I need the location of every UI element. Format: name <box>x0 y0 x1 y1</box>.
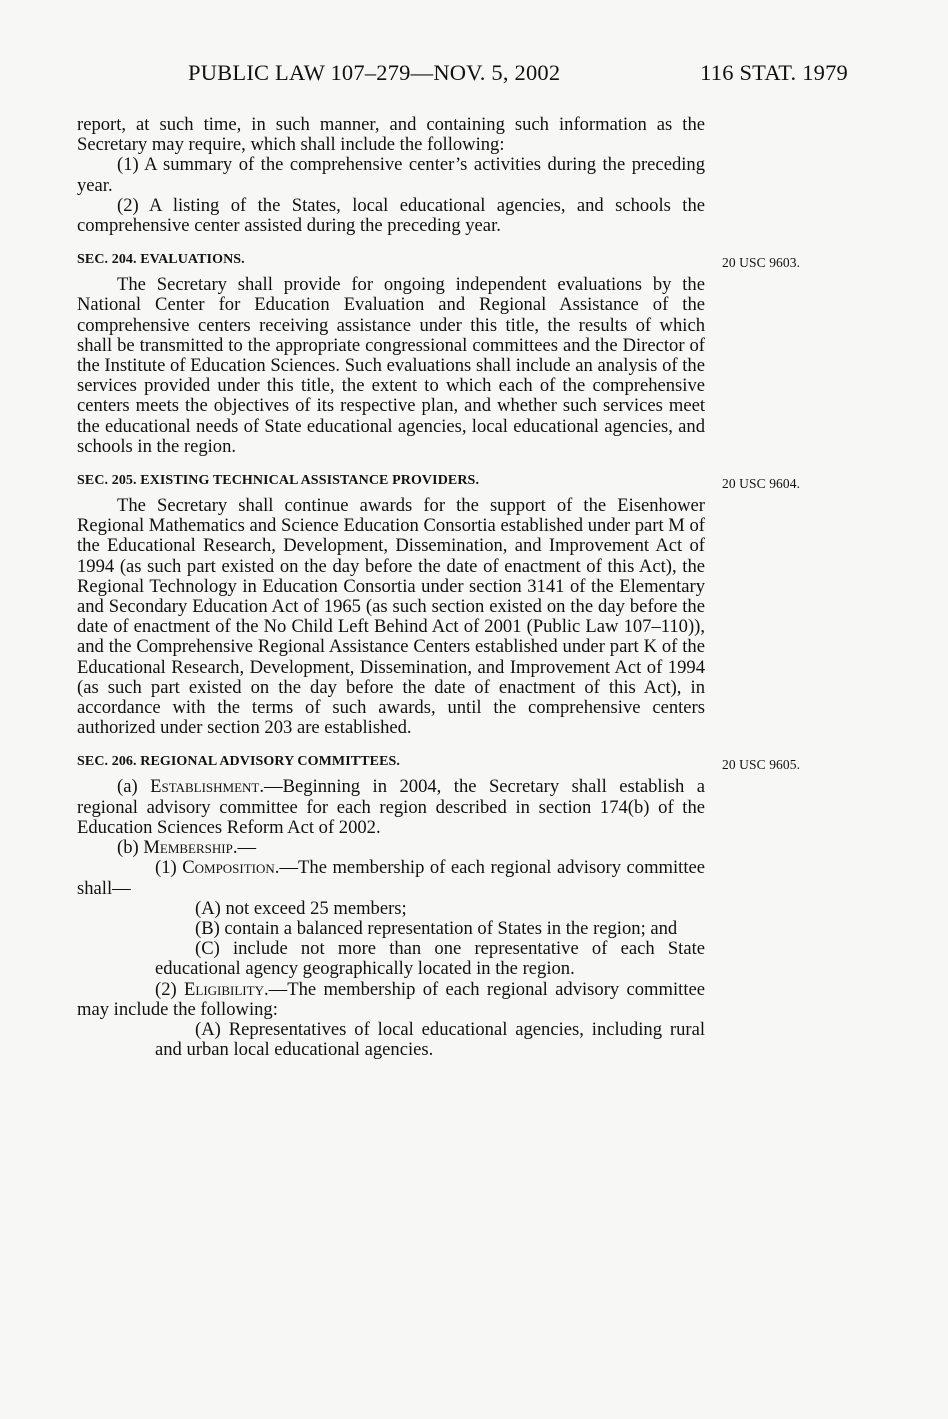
subsection-caption: Establishment <box>150 776 260 798</box>
clause-A2: (A) Representatives of local educational agencies, including rural and urban local educational agencies. <box>155 1018 705 1061</box>
subsection-b: (b) Membership.— <box>117 837 257 859</box>
clause-A: (A) not exceed 25 members; <box>195 897 407 919</box>
law-citation: PUBLIC LAW 107–279—NOV. 5, 2002 <box>188 60 561 85</box>
section-205-heading <box>77 471 801 492</box>
page-header <box>188 60 848 90</box>
section-206-heading <box>77 752 801 773</box>
paragraph-2: (2) Eligibility.—The membership of each regional advisory committee may include the following: <box>77 978 705 1020</box>
clause-B: (B) contain a balanced representation of States in the region; and <box>195 917 678 939</box>
statute-page: 116 STAT. 1979 <box>700 60 848 85</box>
report-item-1: (1) A summary of the comprehensive center’s activities during the preceding year. <box>77 154 705 196</box>
section-title: SEC. 205. EXISTING TECHNICAL ASSISTANCE PROVIDERS. <box>77 473 480 489</box>
section-204-text: The Secretary shall provide for ongoing independent evaluations by the National Center for Education Evaluation and Regional Assistance of the comprehensive centers receiving assistance under this title, the results of which shall be transmitted to the appropriate congressional committees and the Director of the Institute of Education Sciences. Such evaluations shall include an analysis of the services provided under this title, the extent to which each of the comprehensive centers meets the objectives of its respective plan, and whether such services meet the educational needs of State educational agencies, local educational agencies, and schools in the region. <box>77 274 705 457</box>
margin-note: 20 USC 9604. <box>722 476 801 492</box>
subsection-a: (a) Establishment.—Beginning in 2004, the Secretary shall establish a regional advisory committee for each region described in section 174(b) of the Education Sciences Reform Act of 2002. <box>77 776 705 838</box>
clause-C: (C) include not more than one representative of each State educational agency geographically located in the region. <box>155 938 705 980</box>
paragraph-caption: Eligibility <box>184 978 264 1000</box>
section-title: SEC. 204. EVALUATIONS. <box>77 252 245 268</box>
continued-paragraph: report, at such time, in such manner, and containing such information as the Secretary may require, which shall include the following: <box>77 114 705 156</box>
section-205-text: The Secretary shall continue awards for the support of the Eisenhower Regional Mathematics and Science Education Consortia established under part M of the Educational Research, Development, Dissemination, and Improvement Act of 1994 (as such part existed on the day before the date of enactment of this Act), the Regional Technology in Education Consortia under section 3141 of the Elementary and Secondary Education Act of 1965 (as such section existed on the day before the date of enactment of the No Child Left Behind Act of 2001 (Public Law 107–110)), and the Comprehensive Regional Assistance Centers established under part K of the Educational Research, Development, Dissemination, and Improvement Act of 1994 (as such part existed on the day before the date of enactment of this Act), in accordance with the terms of such awards, until the comprehensive centers authorized under section 203 are established. <box>77 495 705 739</box>
section-204-heading <box>77 250 801 271</box>
paragraph-1: (1) Composition.—The membership of each regional advisory committee shall— <box>77 857 705 899</box>
section-title: SEC. 206. REGIONAL ADVISORY COMMITTEES. <box>77 754 401 770</box>
document-body <box>77 114 801 1061</box>
subsection-caption: Membership <box>143 837 233 859</box>
margin-note: 20 USC 9605. <box>722 757 801 773</box>
report-item-2: (2) A listing of the States, local educational agencies, and schools the comprehensive center assisted during the preceding year. <box>77 194 705 237</box>
margin-note: 20 USC 9603. <box>722 255 801 271</box>
paragraph-caption: Composition <box>182 857 275 879</box>
